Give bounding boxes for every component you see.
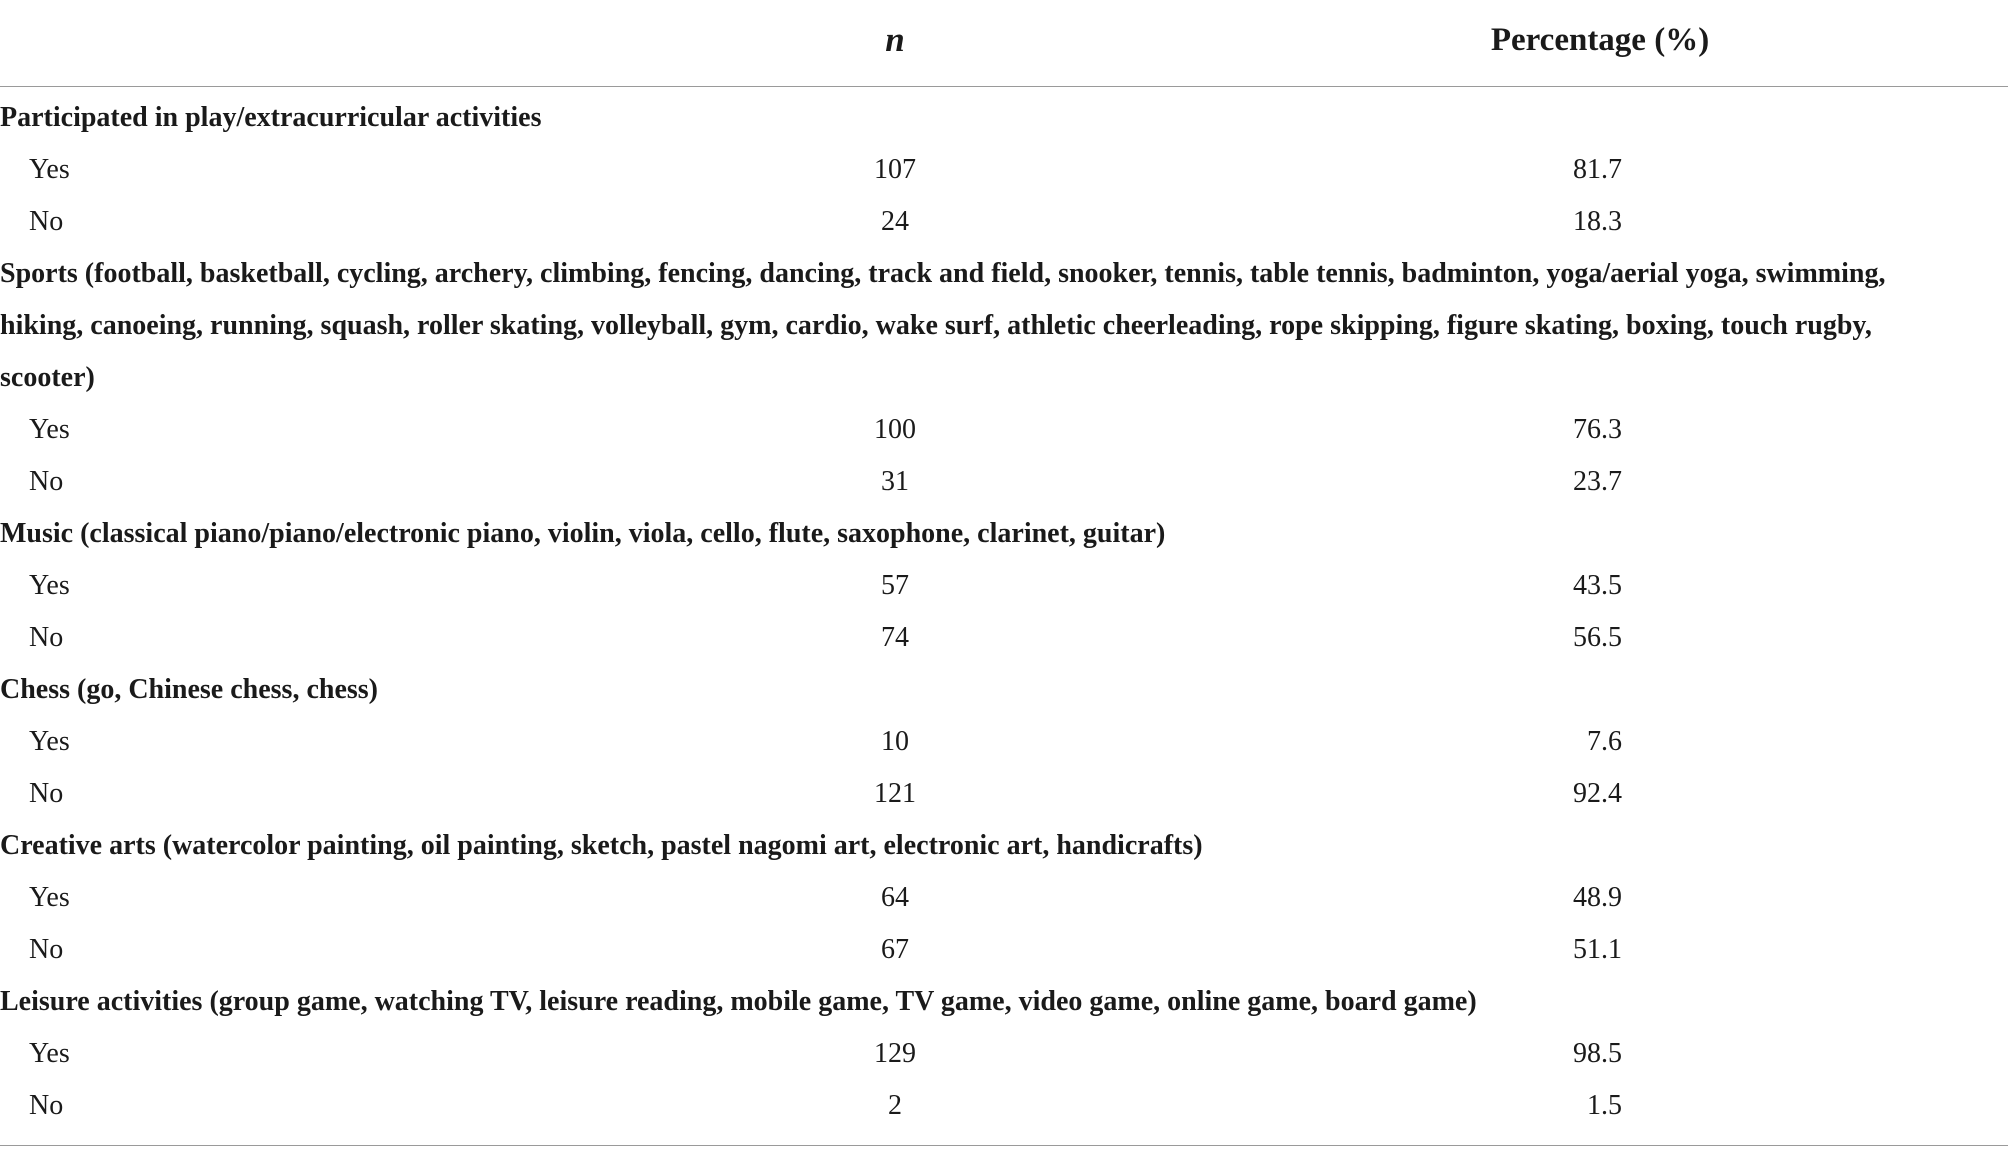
row-n: 129	[874, 1038, 916, 1069]
table-row	[0, 1028, 2008, 1080]
row-label: Yes	[29, 570, 70, 601]
category-label: Chess (go, Chinese chess, chess)	[0, 674, 378, 705]
row-percentage: 51.1	[1573, 934, 1622, 965]
row-n: 74	[881, 622, 909, 653]
row-label: No	[29, 206, 64, 237]
category-label: Participated in play/extracurricular activities	[0, 102, 542, 133]
row-percentage: 56.5	[1573, 622, 1622, 653]
row-percentage: 7.6	[1587, 726, 1622, 757]
row-n: 57	[881, 570, 909, 601]
bottom-rule	[0, 1145, 2008, 1146]
row-percentage: 23.7	[1573, 466, 1622, 497]
row-label: Yes	[29, 414, 70, 445]
category-group	[0, 92, 2008, 248]
category-group	[0, 248, 2008, 508]
category-group	[0, 508, 2008, 664]
row-label: No	[29, 934, 64, 965]
row-label: No	[29, 466, 64, 497]
table-row	[0, 768, 2008, 820]
row-n: 100	[874, 414, 916, 445]
table-header	[0, 0, 2008, 87]
header-n: n	[885, 20, 905, 59]
row-percentage: 18.3	[1573, 206, 1622, 237]
category-group	[0, 664, 2008, 820]
category-label: Leisure activities (group game, watching TV, leisure reading, mobile game, TV game, video game, online game, board game)	[0, 986, 1477, 1017]
table-row	[0, 612, 2008, 664]
table-body	[0, 92, 2008, 1132]
row-label: No	[29, 1090, 64, 1121]
category-label: Sports (football, basketball, cycling, archery, climbing, fencing, dancing, track and field, snooker, tennis, table tennis, badminton, yoga/aerial yoga, swimming, hiking, canoeing, running, squash, roller skating, volleyball, gym, cardio, wake surf, athletic cheerleading, rope skipping, figure skating, boxing, touch rugby, scooter)	[0, 258, 1886, 393]
row-label: Yes	[29, 154, 70, 185]
row-n: 31	[881, 466, 909, 497]
row-label: No	[29, 622, 64, 653]
category-label: Creative arts (watercolor painting, oil painting, sketch, pastel nagomi art, electronic art, handicrafts)	[0, 830, 1203, 861]
row-n: 2	[888, 1090, 902, 1121]
table-row	[0, 560, 2008, 612]
row-percentage: 76.3	[1573, 414, 1622, 445]
table-row	[0, 456, 2008, 508]
table-row	[0, 196, 2008, 248]
row-label: Yes	[29, 882, 70, 913]
row-percentage: 48.9	[1573, 882, 1622, 913]
table-row	[0, 924, 2008, 976]
row-percentage: 92.4	[1573, 778, 1622, 809]
row-n: 24	[881, 206, 909, 237]
row-n: 67	[881, 934, 909, 965]
table-row	[0, 144, 2008, 196]
table-row	[0, 1080, 2008, 1132]
row-percentage: 1.5	[1587, 1090, 1622, 1121]
row-n: 121	[874, 778, 916, 809]
row-n: 10	[881, 726, 909, 757]
table-row	[0, 716, 2008, 768]
table-row	[0, 872, 2008, 924]
row-n: 107	[874, 154, 916, 185]
row-label: No	[29, 778, 64, 809]
row-label: Yes	[29, 1038, 70, 1069]
header-percentage: Percentage (%)	[1490, 22, 1710, 58]
row-n: 64	[881, 882, 909, 913]
row-percentage: 81.7	[1573, 154, 1622, 185]
row-percentage: 98.5	[1573, 1038, 1622, 1069]
row-percentage: 43.5	[1573, 570, 1622, 601]
category-group	[0, 820, 2008, 976]
category-label: Music (classical piano/piano/electronic piano, violin, viola, cello, flute, saxophone, clarinet, guitar)	[0, 518, 1166, 549]
category-group	[0, 976, 2008, 1132]
row-label: Yes	[29, 726, 70, 757]
table-row	[0, 404, 2008, 456]
